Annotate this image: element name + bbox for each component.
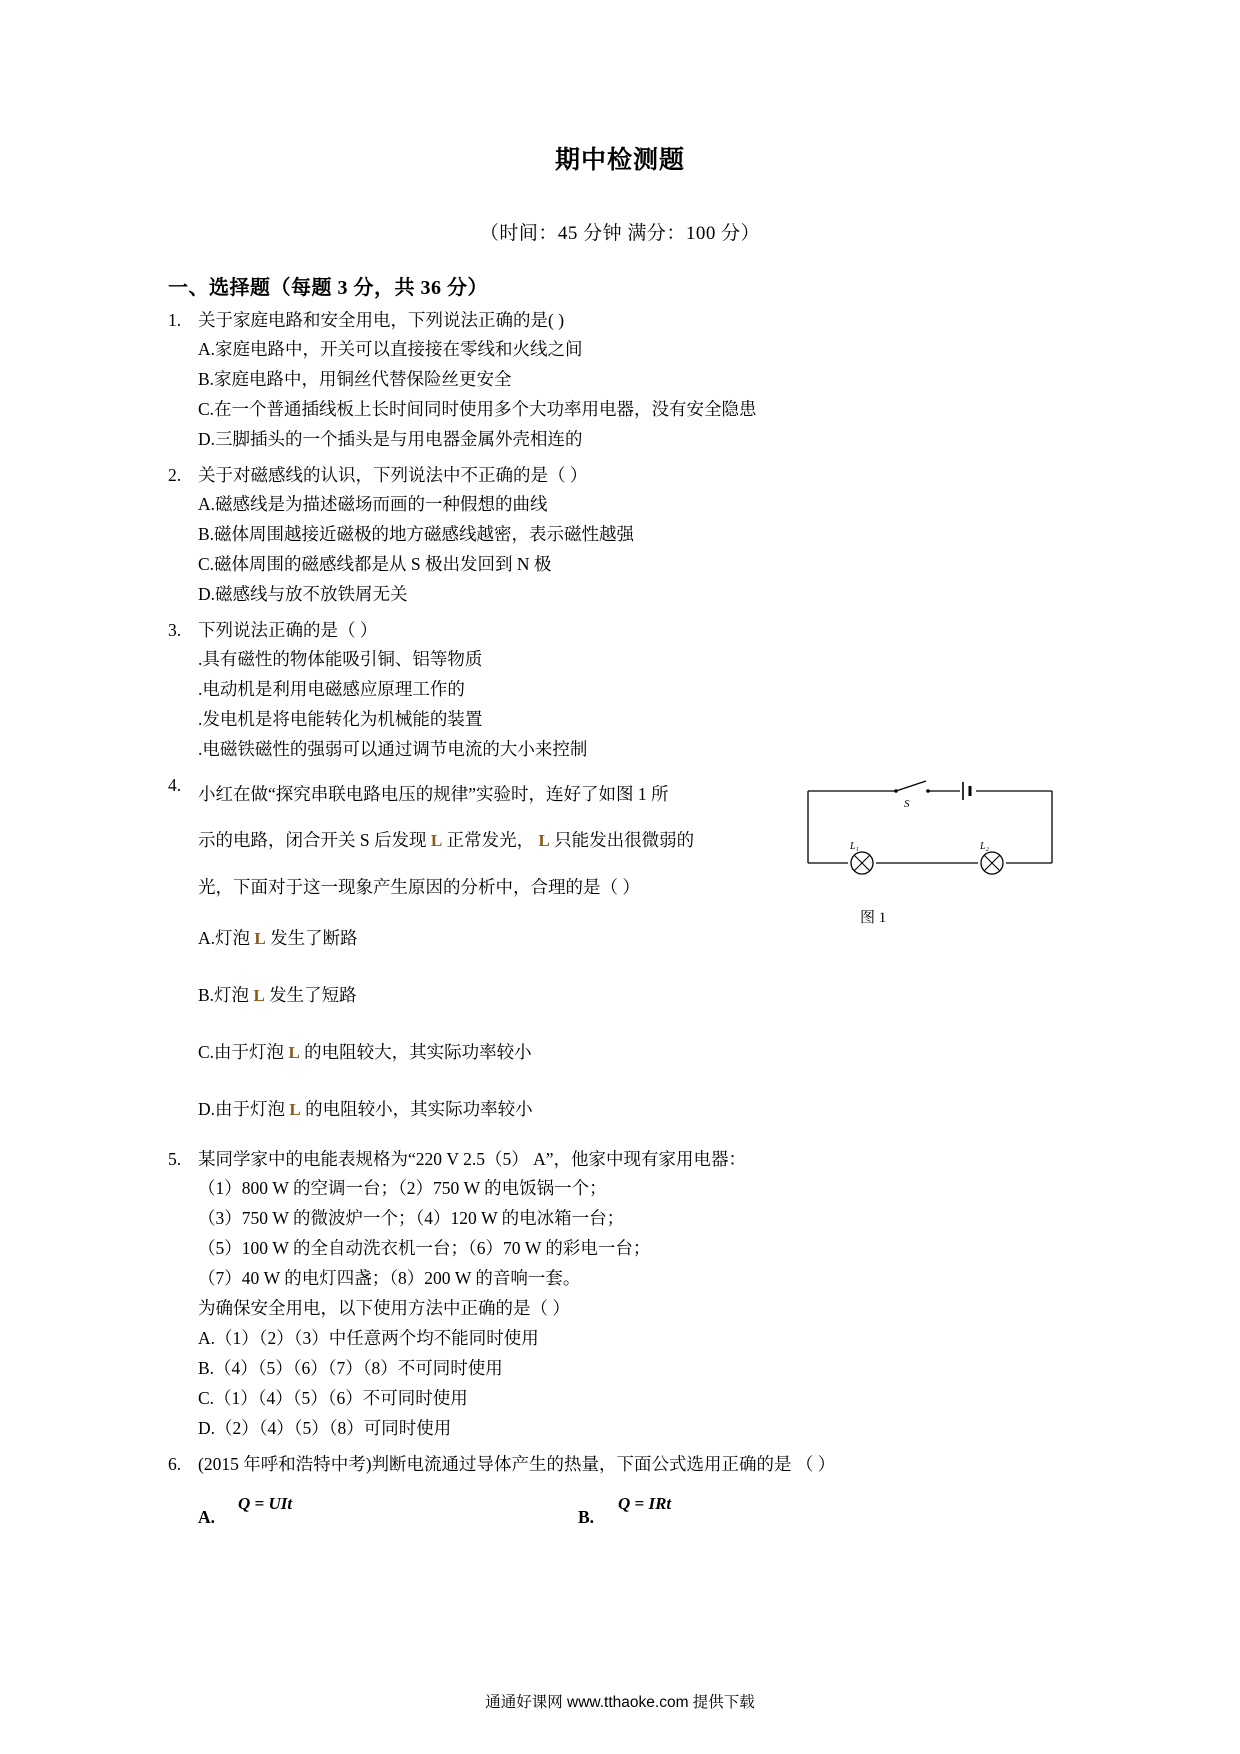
lamp-symbol-c: L — [288, 1043, 300, 1062]
question-number: 2. — [168, 465, 182, 485]
option-d[interactable]: D.（2）（4）（5）（8）可同时使用 — [198, 1418, 452, 1438]
option-a[interactable]: A.磁感线是为描述磁场而画的一种假想的曲线 — [198, 494, 548, 514]
question-number: 1. — [168, 310, 182, 330]
option-c[interactable]: C.在一个普通插线板上长时间同时使用多个大功率用电器，没有安全隐患 — [198, 399, 757, 419]
option-c[interactable]: .发电机是将电能转化为机械能的装置 — [198, 709, 483, 729]
lamp-symbol-2: L — [538, 831, 550, 850]
option-b[interactable]: B.磁体周围越接近磁极的地方磁感线越密，表示磁性越强 — [198, 524, 635, 544]
option-c[interactable]: C.（1）（4）（5）（6）不可同时使用 — [198, 1388, 468, 1408]
option-a[interactable]: A.（1）（2）（3）中任意两个均不能同时使用 — [198, 1328, 539, 1348]
stem-text-2c: 只能发出很微弱的 — [554, 830, 695, 850]
option-a-label: A. — [198, 1507, 216, 1527]
option-b-after: 发生了短路 — [269, 985, 357, 1005]
page-title: 期中检测题 — [554, 147, 685, 174]
question-3 — [168, 616, 1068, 764]
option-b[interactable] — [578, 1484, 958, 1528]
option-b[interactable]: B.家庭电路中，用铜丝代替保险丝更安全 — [198, 369, 512, 389]
option-a-after: 发生了断路 — [270, 928, 358, 948]
option-d[interactable] — [198, 1081, 1068, 1138]
option-a[interactable] — [198, 1484, 578, 1528]
formula-b: Q = IRt — [618, 1494, 672, 1513]
option-c-after: 的电阻较大，其实际功率较小 — [304, 1042, 532, 1062]
switch-label: S — [904, 798, 910, 810]
question-stem: 下列说法正确的是（ ） — [198, 620, 378, 640]
formula-options — [198, 1484, 1068, 1528]
option-b[interactable] — [198, 967, 1068, 1024]
option-d[interactable]: D.三脚插头的一个插头是与用电器金属外壳相连的 — [198, 429, 583, 449]
formula-a: Q = UIt — [238, 1494, 293, 1513]
question-stem: 某同学家中的电能表规格为“220 V 2.5（5） A”，他家中现有家用电器： — [198, 1149, 746, 1169]
lamp-symbol-b: L — [253, 986, 265, 1005]
question-6 — [168, 1450, 1068, 1528]
option-b-label: B. — [578, 1507, 595, 1527]
stem-text-2a: 示的电路，闭合开关 S 后发现 — [198, 830, 427, 850]
option-b-before: B.灯泡 — [198, 985, 250, 1005]
question-number: 6. — [168, 1454, 182, 1474]
question-stem: 关于家庭电路和安全用电，下列说法正确的是( ) — [198, 310, 565, 330]
exam-info: （时间：45 分钟 满分：100 分） — [479, 223, 761, 244]
appliance-line-3: （5）100 W 的全自动洗衣机一台；（6）70 W 的彩电一台； — [198, 1238, 651, 1258]
question-stem: (2015 年呼和浩特中考)判断电流通过导体产生的热量，下面公式选用正确的是 （ ） — [198, 1454, 836, 1474]
question-number: 3. — [168, 620, 182, 640]
lamp-symbol-1: L — [430, 831, 443, 850]
lamp2-label: L₂ — [980, 841, 990, 852]
appliance-line-1: （1）800 W 的空调一台；（2）750 W 的电饭锅一个； — [198, 1178, 607, 1198]
figure-caption: 图 1 — [860, 910, 887, 926]
question-number: 4. — [168, 775, 182, 795]
question-stem: 关于对磁感线的认识，下列说法中不正确的是（ ） — [198, 465, 588, 485]
option-c[interactable]: C.磁体周围的磁感线都是从 S 极出发回到 N 极 — [198, 554, 552, 574]
option-d-before: D.由于灯泡 — [198, 1099, 286, 1119]
lamp-symbol-d: L — [289, 1100, 301, 1119]
question-stem-line-3: 光，下面对于这一现象产生原因的分析中，合理的是（ ） — [198, 877, 640, 897]
question-prompt: 为确保安全用电，以下使用方法中正确的是（ ） — [198, 1298, 570, 1318]
question-4 — [168, 771, 1068, 1138]
option-d[interactable]: D.磁感线与放不放铁屑无关 — [198, 584, 408, 604]
option-c-before: C.由于灯泡 — [198, 1042, 285, 1062]
option-a-before: A.灯泡 — [198, 928, 251, 948]
option-b[interactable]: B.（4）（5）（6）（7）（8）不可同时使用 — [198, 1358, 503, 1378]
stem-text-2b: 正常发光， — [446, 830, 535, 850]
circuit-figure — [800, 777, 1068, 927]
question-number: 5. — [168, 1149, 182, 1169]
lamp-symbol-a: L — [254, 929, 266, 948]
question-1 — [168, 306, 1068, 454]
option-c[interactable] — [198, 1024, 1068, 1081]
question-2 — [168, 461, 1068, 609]
lamp1-label: L₁ — [850, 841, 860, 852]
page-footer: 通通好课网 www.tthaoke.com 提供下载 — [485, 1694, 755, 1711]
appliance-line-2: （3）750 W 的微波炉一个；（4）120 W 的电冰箱一台； — [198, 1208, 625, 1228]
option-d[interactable]: .电磁铁磁性的强弱可以通过调节电流的大小来控制 — [198, 739, 588, 759]
option-d-after: 的电阻较小，其实际功率较小 — [305, 1099, 533, 1119]
question-5 — [168, 1145, 1068, 1443]
option-a[interactable]: A.家庭电路中，开关可以直接接在零线和火线之间 — [198, 339, 583, 359]
appliance-line-4: （7）40 W 的电灯四盏；（8）200 W 的音响一套。 — [198, 1268, 581, 1288]
option-b[interactable]: .电动机是利用电磁感应原理工作的 — [198, 679, 465, 699]
questions-container — [168, 306, 1068, 1528]
question-stem-line-1: 小红在做“探究串联电路电压的规律”实验时，连好了如图 1 所 — [198, 784, 669, 804]
option-a[interactable]: .具有磁性的物体能吸引铜、铝等物质 — [198, 649, 483, 669]
circuit-diagram-svg — [800, 777, 1068, 897]
section-heading: 一、选择题（每题 3 分，共 36 分） — [168, 277, 488, 299]
